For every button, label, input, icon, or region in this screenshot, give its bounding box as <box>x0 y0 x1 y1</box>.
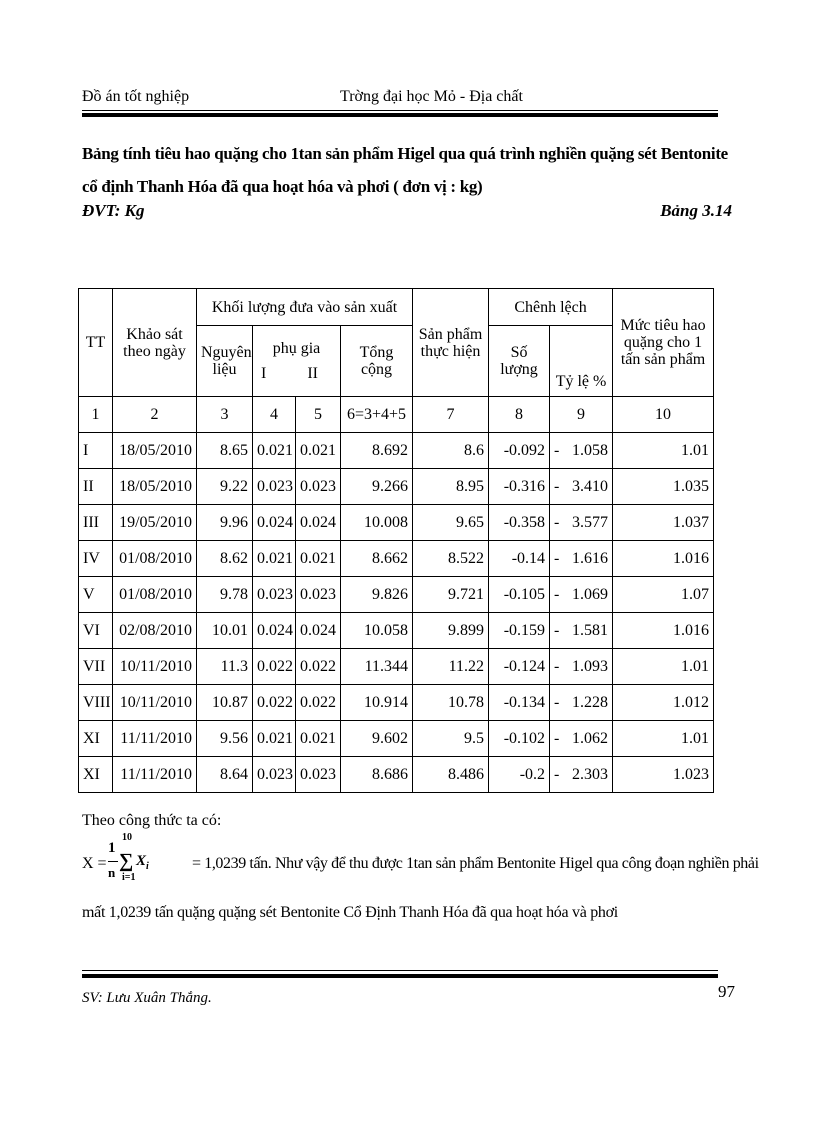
row-raw-cell: 9.78 <box>197 577 253 613</box>
row-raw-cell: 10.87 <box>197 685 253 721</box>
row-tt-cell: XI <box>79 721 113 757</box>
row-total-cell: 10.914 <box>341 685 413 721</box>
row-additive-1-cell: 0.023 <box>253 577 296 613</box>
index-cell: 8 <box>489 397 550 433</box>
index-cell: 9 <box>550 397 613 433</box>
page-number: 97 <box>718 982 735 1001</box>
row-additive-1-cell: 0.022 <box>253 685 296 721</box>
conclusion-text: mất 1,0239 tấn quặng quặng sét Bentonite Cổ Định Thanh Hóa đã qua hoạt hóa và phơi <box>82 904 618 921</box>
index-cell: 1 <box>79 397 113 433</box>
row-raw-cell: 8.64 <box>197 757 253 793</box>
row-date-cell: 02/08/2010 <box>113 613 197 649</box>
row-consumption-cell: 1.07 <box>613 577 714 613</box>
row-diff-qty-cell: -0.2 <box>489 757 550 793</box>
row-diff-qty-cell: -0.134 <box>489 685 550 721</box>
col-header-diff-qty: Số lượng <box>489 326 550 397</box>
row-diff-qty-cell: -0.159 <box>489 613 550 649</box>
formula-lhs: X = <box>82 855 107 872</box>
footer-rule-thick <box>82 974 718 978</box>
row-consumption-cell: 1.012 <box>613 685 714 721</box>
row-additive-2-cell: 0.024 <box>296 613 341 649</box>
row-product-cell: 9.899 <box>413 613 489 649</box>
formula-term: $X_i$ <box>136 853 149 872</box>
col-header-diff-group: Chênh lệch <box>489 289 613 326</box>
row-additive-2-cell: 0.024 <box>296 505 341 541</box>
sigma-symbol: ∑ <box>119 850 134 872</box>
pct-sign: - <box>554 442 560 459</box>
additive-label: phụ gia <box>272 340 321 357</box>
row-date-cell: 10/11/2010 <box>113 649 197 685</box>
row-diff-qty-cell: -0.316 <box>489 469 550 505</box>
formula-result-text: = 1,0239 tấn. Như vậy để thu được 1tan sản phẩm Bentonite Higel qua công đoạn nghiền phải <box>192 855 759 872</box>
row-date-cell: 18/05/2010 <box>113 433 197 469</box>
pct-value: 3.577 <box>572 514 609 531</box>
row-diff-pct-cell <box>550 757 613 793</box>
row-product-cell: 9.5 <box>413 721 489 757</box>
pct-sign: - <box>554 478 560 495</box>
header-center-text: Trờng đại học Mỏ - Địa chất <box>340 88 523 105</box>
row-diff-pct-cell <box>550 577 613 613</box>
row-raw-cell: 10.01 <box>197 613 253 649</box>
formula-numerator: 1 <box>108 840 116 856</box>
row-additive-2-cell: 0.023 <box>296 469 341 505</box>
row-total-cell: 8.692 <box>341 433 413 469</box>
row-product-cell: 10.78 <box>413 685 489 721</box>
row-date-cell: 01/08/2010 <box>113 541 197 577</box>
row-additive-1-cell: 0.024 <box>253 505 296 541</box>
row-tt-cell: VI <box>79 613 113 649</box>
row-total-cell: 9.266 <box>341 469 413 505</box>
index-cell: 5 <box>296 397 341 433</box>
formula-intro: Theo công thức ta có: <box>82 812 222 829</box>
row-diff-pct-cell <box>550 721 613 757</box>
table-row <box>79 541 714 577</box>
pct-value: 3.410 <box>572 478 609 495</box>
row-total-cell: 10.058 <box>341 613 413 649</box>
row-consumption-cell: 1.016 <box>613 613 714 649</box>
pct-sign: - <box>554 586 560 603</box>
table-row <box>79 505 714 541</box>
formula-row <box>82 832 759 886</box>
row-product-cell: 8.95 <box>413 469 489 505</box>
row-additive-2-cell: 0.023 <box>296 757 341 793</box>
row-date-cell: 11/11/2010 <box>113 721 197 757</box>
sum-upper-limit: 10 <box>122 832 132 843</box>
index-cell: 6=3+4+5 <box>341 397 413 433</box>
col-header-raw: Nguyên liệu <box>197 326 253 397</box>
row-tt-cell: VII <box>79 649 113 685</box>
row-consumption-cell: 1.023 <box>613 757 714 793</box>
footer-rule-thin <box>82 970 718 971</box>
pct-value: 1.062 <box>572 730 609 747</box>
index-cell: 2 <box>113 397 197 433</box>
row-diff-qty-cell: -0.358 <box>489 505 550 541</box>
col-header-survey: Khảo sát theo ngày <box>113 289 197 397</box>
pct-value: 1.616 <box>572 550 609 567</box>
row-diff-pct-cell <box>550 685 613 721</box>
sum-lower-limit: i=1 <box>122 872 136 883</box>
pct-sign: - <box>554 766 560 783</box>
table-row <box>79 433 714 469</box>
row-additive-1-cell: 0.021 <box>253 433 296 469</box>
table-row <box>79 721 714 757</box>
row-diff-pct-cell <box>550 433 613 469</box>
col-header-additive <box>253 326 341 397</box>
table-row <box>79 577 714 613</box>
pct-sign: - <box>554 694 560 711</box>
pct-value: 2.303 <box>572 766 609 783</box>
header-rule-thin <box>82 110 718 111</box>
table-title: Bảng tính tiêu hao quặng cho 1tan sản phẩm Higel qua quá trình nghiền quặng sét Bentonite cổ định Thanh Hóa đã qua hoạt hóa và phơi ( đơn vị : kg) <box>82 144 728 196</box>
row-additive-1-cell: 0.021 <box>253 721 296 757</box>
row-diff-pct-cell <box>550 613 613 649</box>
table-row <box>79 613 714 649</box>
row-consumption-cell: 1.01 <box>613 433 714 469</box>
index-cell: 4 <box>253 397 296 433</box>
table-row <box>79 757 714 793</box>
row-additive-1-cell: 0.021 <box>253 541 296 577</box>
row-tt-cell: VIII <box>79 685 113 721</box>
row-diff-qty-cell: -0.092 <box>489 433 550 469</box>
row-date-cell: 19/05/2010 <box>113 505 197 541</box>
row-raw-cell: 9.96 <box>197 505 253 541</box>
row-product-cell: 8.522 <box>413 541 489 577</box>
row-tt-cell: V <box>79 577 113 613</box>
pct-sign: - <box>554 550 560 567</box>
pct-value: 1.069 <box>572 586 609 603</box>
index-cell: 10 <box>613 397 714 433</box>
row-tt-cell: I <box>79 433 113 469</box>
row-product-cell: 11.22 <box>413 649 489 685</box>
header-left-text: Đồ án tốt nghiệp <box>82 88 190 105</box>
row-date-cell: 01/08/2010 <box>113 577 197 613</box>
row-consumption-cell: 1.037 <box>613 505 714 541</box>
row-total-cell: 10.008 <box>341 505 413 541</box>
fraction-bar <box>108 861 118 862</box>
index-cell: 7 <box>413 397 489 433</box>
row-diff-pct-cell <box>550 649 613 685</box>
additive-2-label: II <box>307 365 318 382</box>
row-tt-cell: XI <box>79 757 113 793</box>
additive-subheaders <box>259 365 334 382</box>
row-raw-cell: 8.65 <box>197 433 253 469</box>
row-additive-2-cell: 0.023 <box>296 577 341 613</box>
row-additive-1-cell: 0.023 <box>253 469 296 505</box>
row-product-cell: 8.6 <box>413 433 489 469</box>
row-consumption-cell: 1.01 <box>613 721 714 757</box>
row-raw-cell: 9.22 <box>197 469 253 505</box>
consumption-table <box>78 288 714 793</box>
table-row <box>79 649 714 685</box>
row-date-cell: 10/11/2010 <box>113 685 197 721</box>
formula-expression <box>108 832 158 888</box>
pct-sign: - <box>554 730 560 747</box>
additive-1-label: I <box>261 365 267 382</box>
row-tt-cell: III <box>79 505 113 541</box>
pct-value: 1.581 <box>572 622 609 639</box>
pct-value: 1.058 <box>572 442 609 459</box>
header-rule-thick <box>82 113 718 117</box>
row-consumption-cell: 1.01 <box>613 649 714 685</box>
table-body <box>79 433 714 793</box>
row-total-cell: 11.344 <box>341 649 413 685</box>
row-tt-cell: II <box>79 469 113 505</box>
footer-author: SV: Lưu Xuân Thắng. <box>82 990 212 1006</box>
row-additive-2-cell: 0.021 <box>296 721 341 757</box>
pct-sign: - <box>554 514 560 531</box>
row-diff-qty-cell: -0.105 <box>489 577 550 613</box>
row-additive-2-cell: 0.022 <box>296 649 341 685</box>
index-cell: 3 <box>197 397 253 433</box>
row-consumption-cell: 1.016 <box>613 541 714 577</box>
row-additive-2-cell: 0.022 <box>296 685 341 721</box>
row-diff-qty-cell: -0.14 <box>489 541 550 577</box>
table-row <box>79 469 714 505</box>
row-total-cell: 8.686 <box>341 757 413 793</box>
col-header-consumption: Mức tiêu hao quặng cho 1 tấn sản phẩm <box>613 289 714 397</box>
formula-denominator: n <box>108 865 116 880</box>
pct-sign: - <box>554 622 560 639</box>
row-tt-cell: IV <box>79 541 113 577</box>
row-product-cell: 8.486 <box>413 757 489 793</box>
row-date-cell: 18/05/2010 <box>113 469 197 505</box>
col-header-diff-pct: Tỷ lệ % <box>550 326 613 397</box>
row-total-cell: 8.662 <box>341 541 413 577</box>
row-raw-cell: 8.62 <box>197 541 253 577</box>
col-header-tt: TT <box>79 289 113 397</box>
row-additive-2-cell: 0.021 <box>296 541 341 577</box>
row-diff-pct-cell <box>550 469 613 505</box>
row-additive-1-cell: 0.022 <box>253 649 296 685</box>
row-product-cell: 9.65 <box>413 505 489 541</box>
table-row <box>79 685 714 721</box>
col-header-total: Tổng cộng <box>341 326 413 397</box>
row-diff-pct-cell <box>550 541 613 577</box>
row-total-cell: 9.602 <box>341 721 413 757</box>
row-raw-cell: 11.3 <box>197 649 253 685</box>
row-total-cell: 9.826 <box>341 577 413 613</box>
row-raw-cell: 9.56 <box>197 721 253 757</box>
col-header-input-group: Khối lượng đưa vào sản xuất <box>197 289 413 326</box>
unit-label: ĐVT: Kg <box>82 201 145 220</box>
row-additive-1-cell: 0.024 <box>253 613 296 649</box>
row-consumption-cell: 1.035 <box>613 469 714 505</box>
row-product-cell: 9.721 <box>413 577 489 613</box>
row-diff-pct-cell <box>550 505 613 541</box>
pct-sign: - <box>554 658 560 675</box>
row-diff-qty-cell: -0.124 <box>489 649 550 685</box>
table-number-label: Bảng 3.14 <box>660 201 732 220</box>
col-header-product: Sản phẩm thực hiện <box>413 289 489 397</box>
row-additive-1-cell: 0.023 <box>253 757 296 793</box>
pct-value: 1.228 <box>572 694 609 711</box>
row-additive-2-cell: 0.021 <box>296 433 341 469</box>
row-date-cell: 11/11/2010 <box>113 757 197 793</box>
row-diff-qty-cell: -0.102 <box>489 721 550 757</box>
header-row-1 <box>79 289 714 326</box>
pct-value: 1.093 <box>572 658 609 675</box>
column-index-row <box>79 397 714 433</box>
